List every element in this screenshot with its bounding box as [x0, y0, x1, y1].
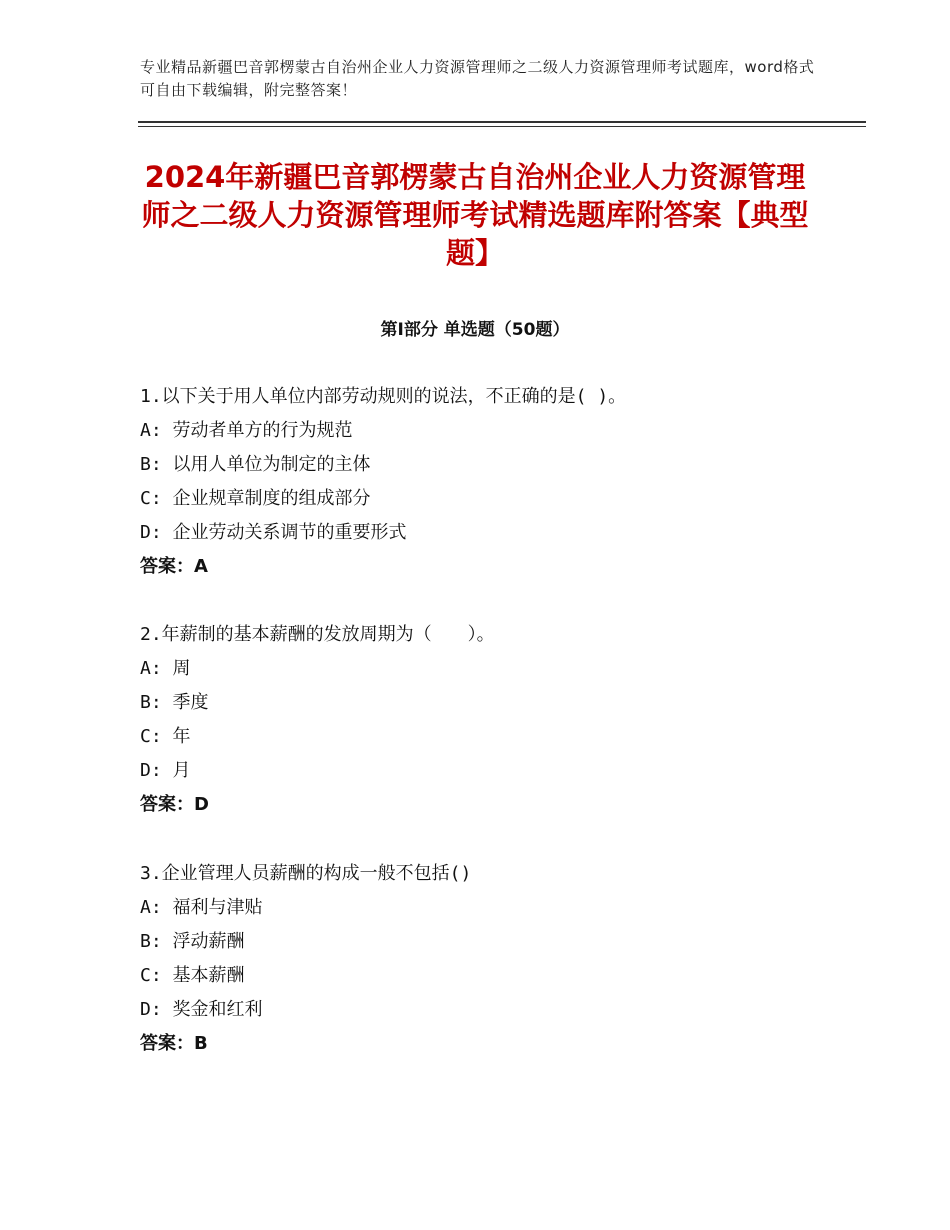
question-3	[140, 857, 840, 1061]
question-stem: 1.以下关于用人单位内部劳动规则的说法，不正确的是( )。	[140, 386, 627, 407]
answer: 答案：A	[140, 556, 208, 577]
question-stem: 2.年薪制的基本薪酬的发放周期为（ ）。	[140, 624, 495, 645]
section-title: 第Ⅰ部分 单选题（50题）	[380, 320, 570, 340]
option-d: D: 企业劳动关系调节的重要形式	[140, 522, 407, 543]
option-a: A: 劳动者单方的行为规范	[140, 420, 353, 441]
option-c: C: 年	[140, 726, 191, 747]
option-d: D: 月	[140, 760, 191, 781]
option-a: A: 周	[140, 658, 191, 679]
question-2	[140, 618, 840, 822]
option-a: A: 福利与津贴	[140, 897, 263, 918]
option-b: B: 浮动薪酬	[140, 931, 245, 952]
question-1	[140, 380, 840, 584]
document-title: 2024年新疆巴音郭楞蒙古自治州企业人力资源管理师之二级人力资源管理师考试精选题库附答案【典型题】	[141, 160, 809, 270]
answer: 答案：B	[140, 1033, 208, 1054]
option-c: C: 基本薪酬	[140, 965, 245, 986]
option-d: D: 奖金和红利	[140, 999, 263, 1020]
header-divider	[138, 121, 866, 123]
header-divider-thin	[138, 126, 866, 127]
option-b: B: 以用人单位为制定的主体	[140, 454, 371, 475]
option-c: C: 企业规章制度的组成部分	[140, 488, 371, 509]
question-stem: 3.企业管理人员薪酬的构成一般不包括()	[140, 863, 472, 884]
option-b: B: 季度	[140, 692, 209, 713]
header-note: 专业精品新疆巴音郭楞蒙古自治州企业人力资源管理师之二级人力资源管理师考试题库，word格式可自由下载编辑，附完整答案！	[140, 58, 815, 99]
answer: 答案：D	[140, 794, 209, 815]
